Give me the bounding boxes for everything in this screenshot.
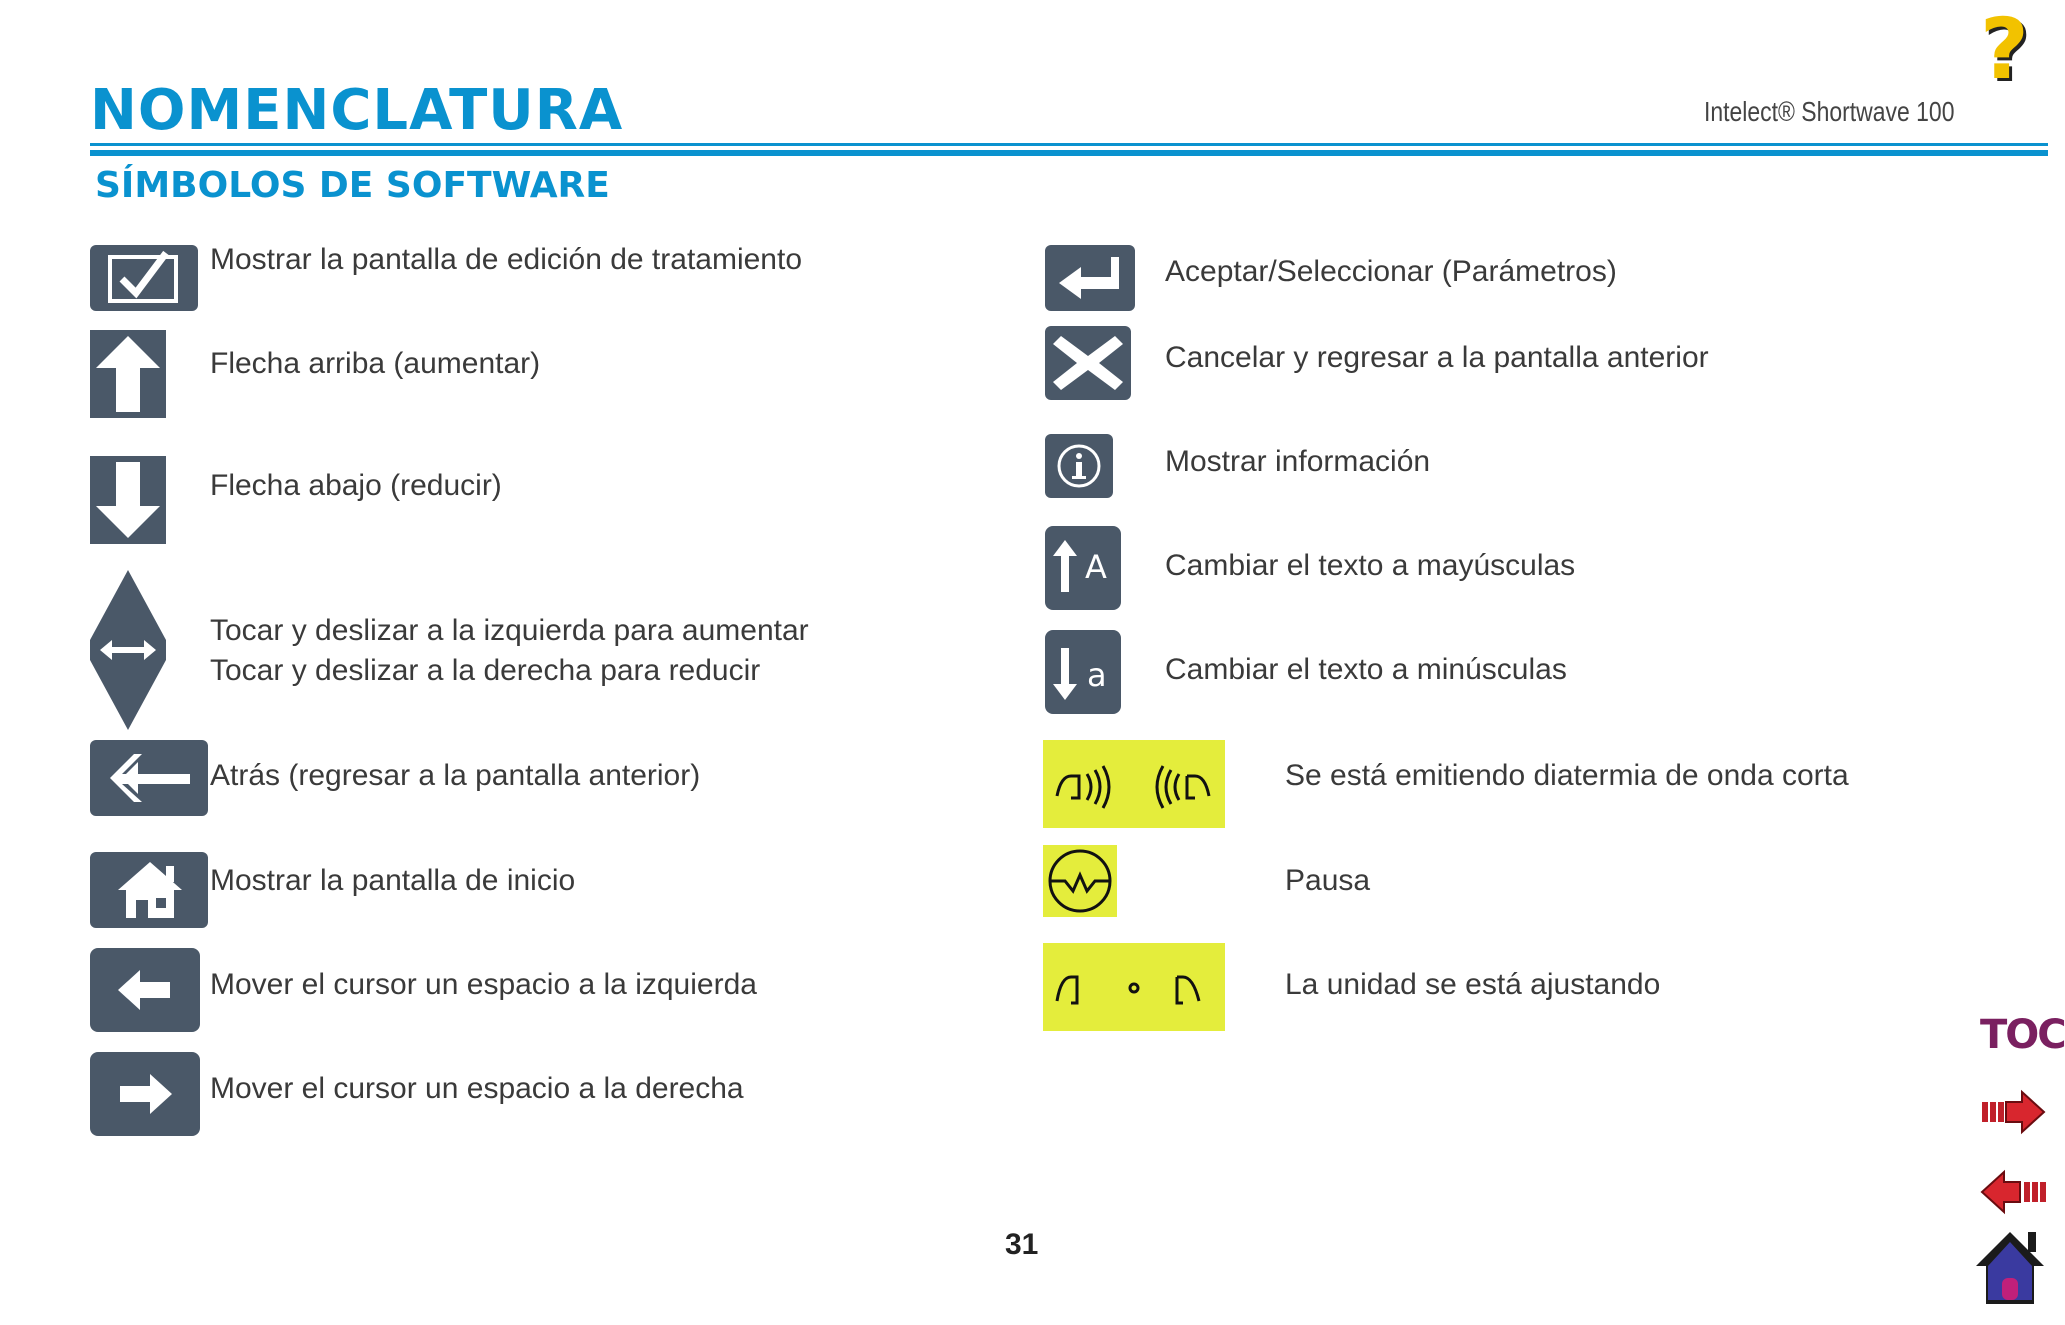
- label-arrow-up: Flecha arriba (aumentar): [210, 347, 541, 380]
- checkmark-icon: [90, 245, 198, 311]
- info-icon: [1045, 434, 1113, 498]
- lowercase-glyph: a: [1087, 656, 1107, 694]
- up-arrow-glyph-icon: [1045, 526, 1121, 610]
- cursor-right-icon: [90, 1052, 200, 1136]
- enter-icon: [1045, 245, 1135, 311]
- label-lowercase: Cambiar el texto a minúsculas: [1165, 653, 1567, 686]
- header-rule: [90, 143, 2048, 146]
- cursor-left-icon: [90, 948, 200, 1032]
- label-cancel: Cancelar y regresar a la pantalla anterior: [1165, 341, 1709, 374]
- arrow-down-icon: [90, 456, 166, 544]
- pause-icon: [1043, 845, 1117, 917]
- label-cursor-right: Mover el cursor un espacio a la derecha: [210, 1072, 744, 1105]
- label-home: Mostrar la pantalla de inicio: [210, 864, 576, 897]
- label-slide-right: Tocar y deslizar a la derecha para reducir: [210, 654, 761, 687]
- toc-button[interactable]: [1980, 1012, 2065, 1060]
- label-cursor-left: Mover el cursor un espacio a la izquierda: [210, 968, 757, 1001]
- next-arrow-icon: [1982, 1092, 2044, 1132]
- emitting-icon: [1043, 740, 1225, 828]
- previous-arrow-icon: [1982, 1172, 2046, 1212]
- label-emitting: Se está emitiendo diatermia de onda corta: [1285, 759, 1849, 792]
- label-edit-treatment: Mostrar la pantalla de edición de tratamiento: [210, 243, 803, 276]
- label-back: Atrás (regresar a la pantalla anterior): [210, 759, 701, 792]
- home-nav-icon: [1976, 1232, 2044, 1304]
- label-uppercase: Cambiar el texto a mayúsculas: [1165, 549, 1576, 582]
- cancel-x-icon: [1045, 326, 1131, 400]
- back-arrow-icon: [90, 740, 208, 816]
- product-name: Intelect® Shortwave 100: [1703, 96, 1954, 127]
- header-rule-thick: [90, 150, 2048, 156]
- label-info: Mostrar información: [1165, 445, 1431, 478]
- page-number: 31: [1005, 1228, 1039, 1261]
- help-icon: ?: [1980, 0, 2029, 98]
- slider-diamond-icon: [90, 570, 166, 730]
- toc-label: TOC: [1980, 1012, 2065, 1058]
- help-button[interactable]: [1980, 0, 2040, 98]
- next-page-button[interactable]: [1980, 1088, 2046, 1136]
- label-accept: Aceptar/Seleccionar (Parámetros): [1165, 255, 1617, 288]
- down-arrow-glyph-icon: [1045, 630, 1121, 714]
- uppercase-glyph: A: [1085, 548, 1107, 586]
- arrow-up-icon: [90, 330, 166, 418]
- lowercase-icon: [1045, 630, 1121, 714]
- adjusting-icon: [1043, 943, 1225, 1031]
- label-slide-left: Tocar y deslizar a la izquierda para aumentar: [210, 614, 809, 647]
- home-icon: [90, 852, 208, 928]
- page-title: NOMENCLATURA: [90, 78, 624, 143]
- label-arrow-down: Flecha abajo (reducir): [210, 469, 502, 502]
- label-pause: Pausa: [1285, 864, 1371, 897]
- section-subtitle: SÍMBOLOS DE SOFTWARE: [95, 165, 610, 206]
- home-nav-button[interactable]: [1974, 1228, 2046, 1308]
- uppercase-icon: [1045, 526, 1121, 610]
- previous-page-button[interactable]: [1980, 1168, 2046, 1216]
- label-adjusting: La unidad se está ajustando: [1285, 968, 1661, 1001]
